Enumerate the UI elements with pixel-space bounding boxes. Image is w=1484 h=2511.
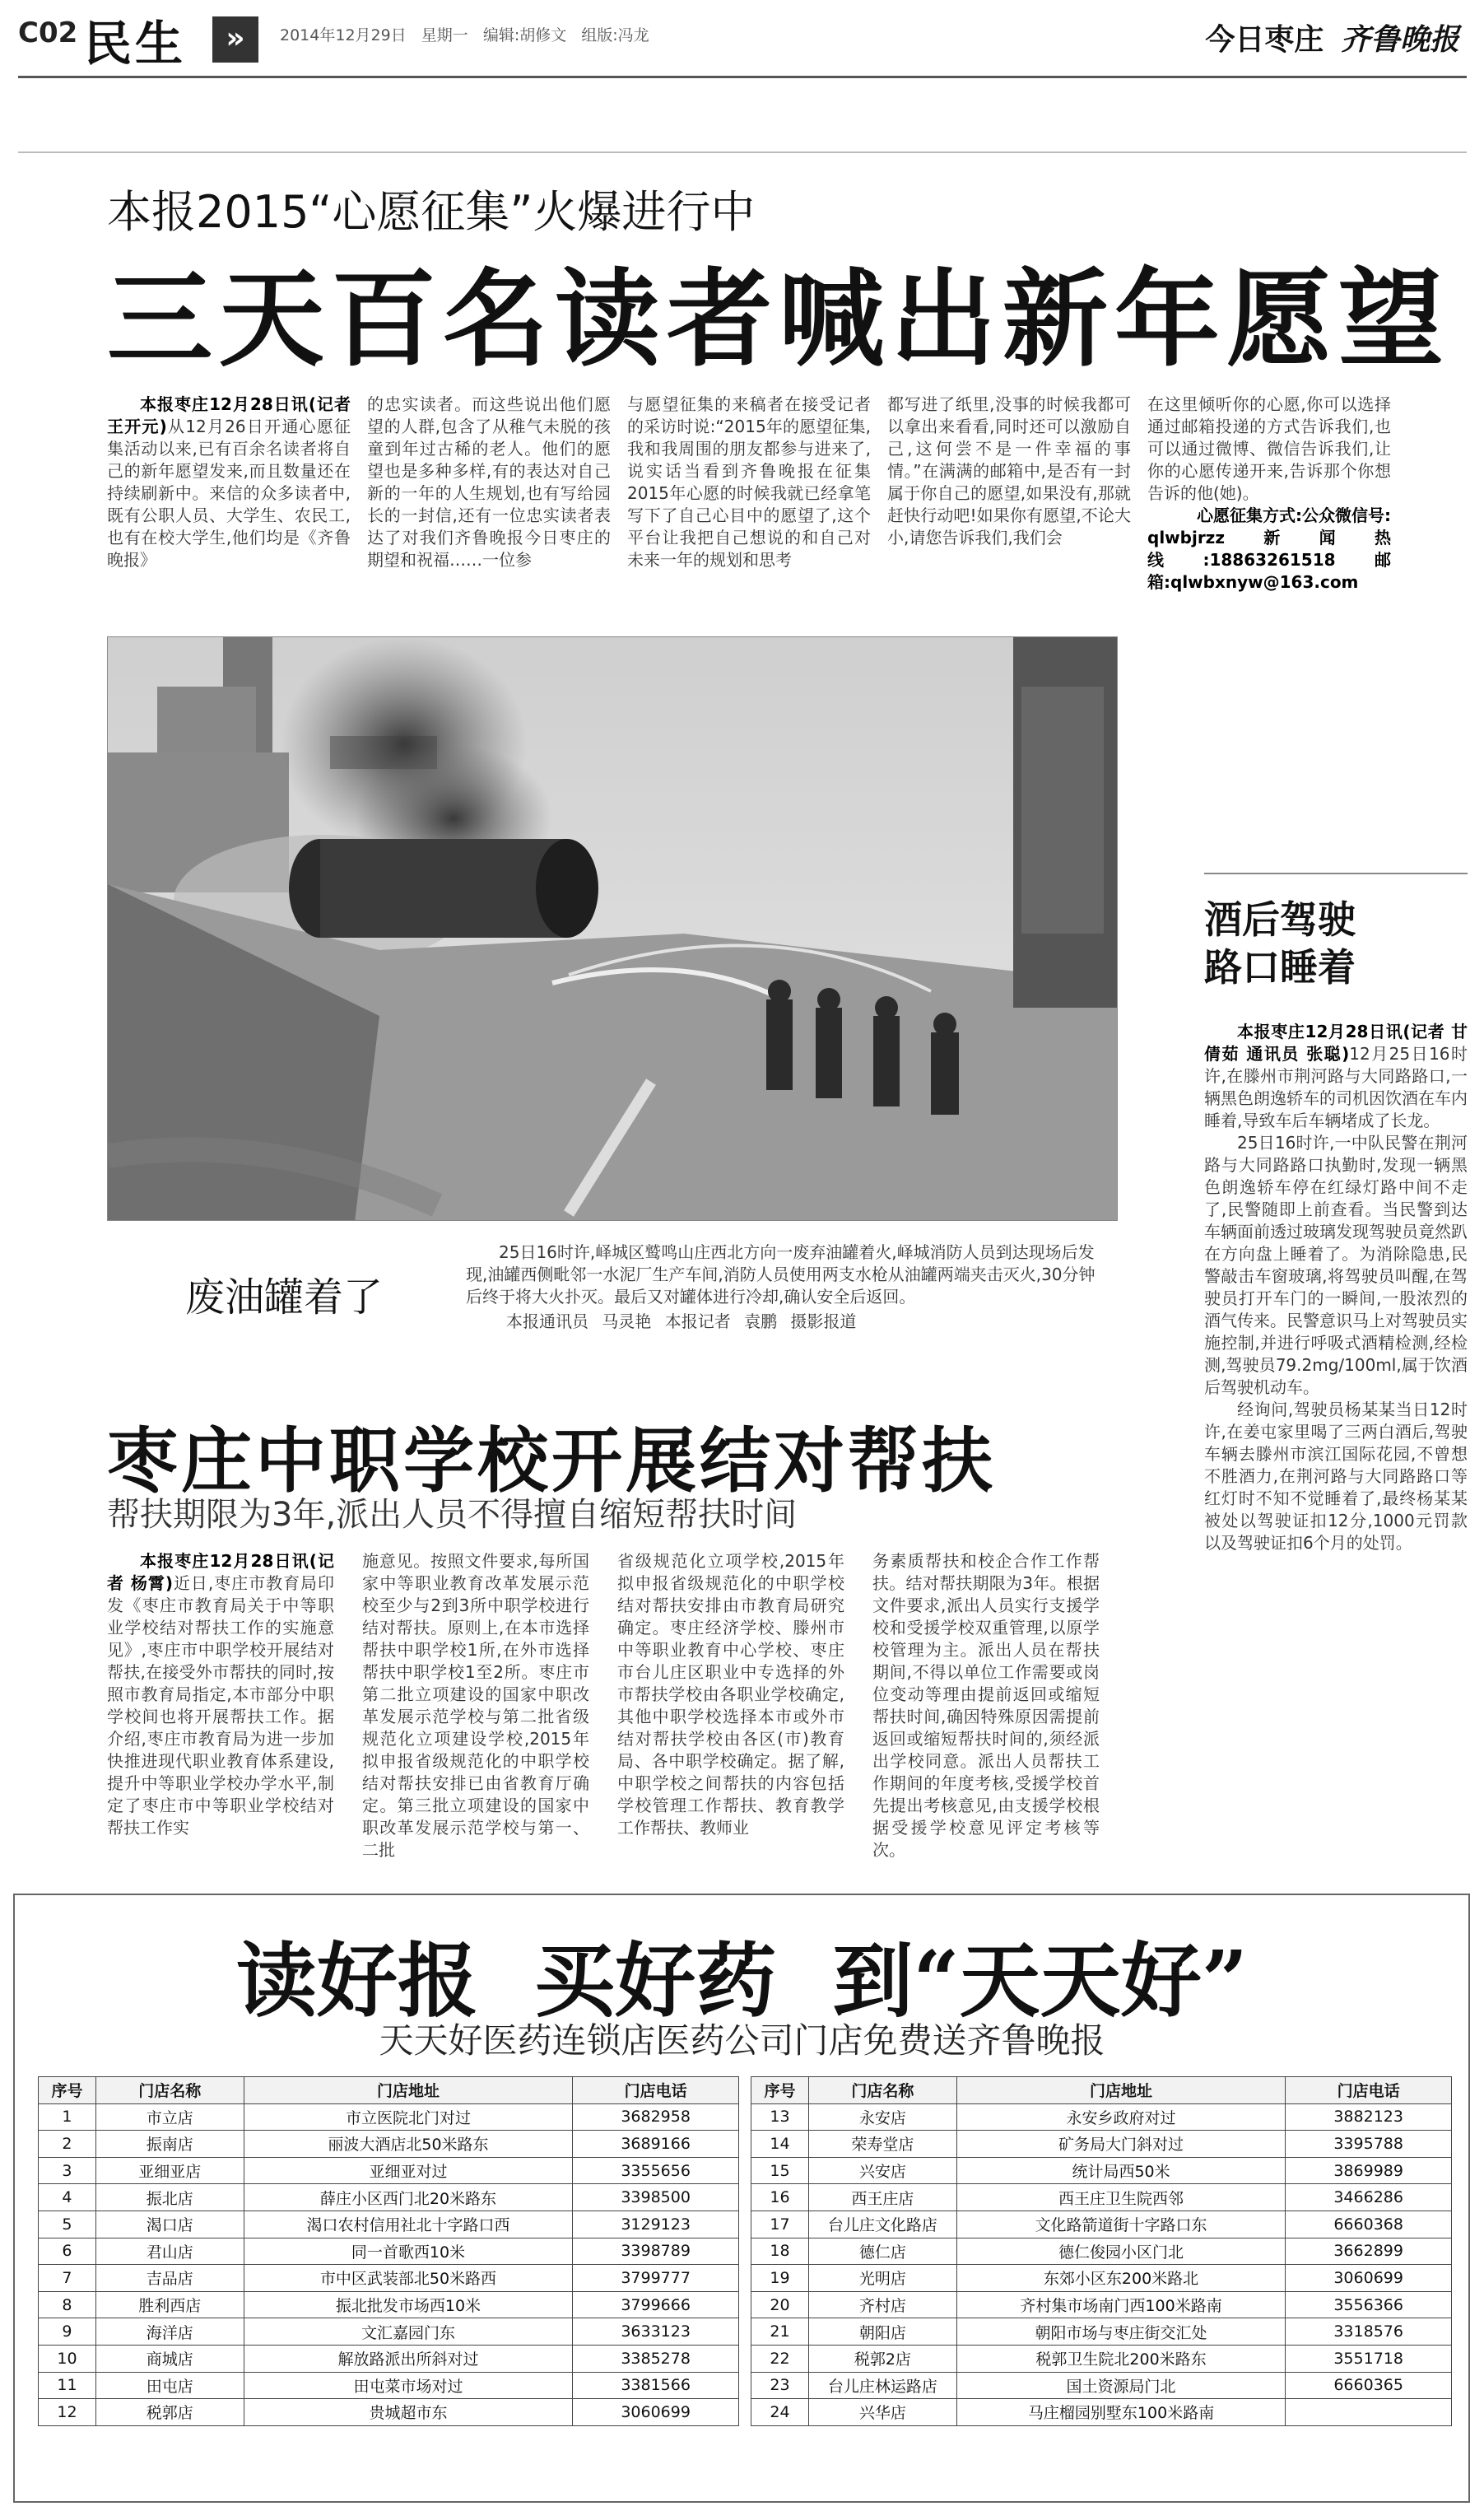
right-story-title-line1: 酒后驾驶 (1204, 897, 1356, 942)
cell-phone (1286, 2399, 1452, 2426)
section-title: 民生 (84, 16, 187, 72)
table-row (39, 2372, 739, 2399)
story1-column-5 (1147, 394, 1391, 594)
cell-store-name: 税郭2店 (808, 2345, 956, 2372)
table-header-row (39, 2077, 739, 2104)
story2-title: 枣庄中职学校开展结对帮扶 (107, 1420, 996, 1502)
table-row (39, 2131, 739, 2158)
cell-index: 5 (39, 2211, 96, 2238)
cell-address: 市立医院北门对过 (244, 2103, 573, 2131)
cell-address: 振北批发市场西10米 (244, 2291, 573, 2318)
cell-store-name: 胜利西店 (95, 2291, 244, 2318)
cell-index: 24 (751, 2399, 809, 2426)
cell-store-name: 海洋店 (95, 2318, 244, 2346)
cell-phone: 6660368 (1286, 2211, 1452, 2238)
cell-index: 8 (39, 2291, 96, 2318)
cell-store-name: 田屯店 (95, 2372, 244, 2399)
cell-address: 薛庄小区西门北20米路东 (244, 2184, 573, 2211)
cell-phone: 3662899 (1286, 2238, 1452, 2265)
header-rule (18, 76, 1467, 78)
store-table-left (38, 2076, 739, 2426)
table-row (751, 2399, 1452, 2426)
cell-phone: 3398789 (573, 2238, 739, 2265)
table-row (39, 2238, 739, 2265)
cell-index: 7 (39, 2265, 96, 2292)
story1-column-4: 都写进了纸里,没事的时候我都可以拿出来看看,同时还可以激励自己,这何尝不是一件幸福的事情。”在满满的邮箱中,是否有一封属于你自己的愿望,如果没有,那就赶快行动吧!如果你有愿望,不论大小,请您告诉我们,我们会 (887, 394, 1131, 547)
table-row (39, 2211, 739, 2238)
cell-phone: 3355656 (573, 2157, 739, 2184)
story1-column-3: 与愿望征集的来稿者在接受记者的采访时说:“2015年的愿望征集,我和我周围的朋友都参与进来了,说实话当看到齐鲁晚报在征集2015年心愿的时候我就已经拿笔写下了自己心目中的愿望了,这个平台让我把自己想说的和自己对未来一年的规划和思考 (627, 394, 871, 570)
cell-address: 德仁俊园小区门北 (956, 2238, 1286, 2265)
cell-index: 21 (751, 2318, 809, 2346)
column-header-store: 门店名称 (808, 2077, 956, 2104)
cell-store-name: 德仁店 (808, 2238, 956, 2265)
cell-store-name: 永安店 (808, 2103, 956, 2131)
story1-column-2: 的忠实读者。而这些说出他们愿望的人群,包含了从稚气未脱的孩童到年过古稀的老人。他们的愿望也是多种多样,有的表达对自己新的一年的人生规划,也有写给园长的一封信,还有一位忠实读者表达了对我们齐鲁晚报今日枣庄的期望和祝福……一位参 (367, 394, 611, 570)
cell-address: 马庄榴园别墅东100米路南 (956, 2399, 1286, 2426)
story1-contact-label: 心愿征集方式:公众微信号: (1197, 505, 1391, 525)
issue-date: 2014年12月29日 (280, 26, 407, 44)
story2-column-4: 务素质帮扶和校企合作工作帮扶。结对帮扶期限为3年。根据文件要求,派出人员实行支援学校和受援学校双重管理,以原学校管理为主。派出人员在帮扶期间,不得以单位工作需要或岗位变动等理由提前返回或缩短帮扶时间,确因特殊原因需提前返回或缩短帮扶时间的,须经派出学校同意。派出人员帮扶工作期间的年度考核,受援学校首先提出考核意见,由支援学校根据受援学校意见评定考核等次。 (872, 1551, 1100, 1860)
issue-layout-editor: 组版:冯龙 (581, 26, 649, 44)
table-row (751, 2238, 1452, 2265)
cell-address: 贵城超市东 (244, 2399, 573, 2426)
cell-phone: 3869989 (1286, 2157, 1452, 2184)
cell-phone: 3556366 (1286, 2291, 1452, 2318)
cell-address: 亚细亚对过 (244, 2157, 573, 2184)
cell-store-name: 台儿庄林运路店 (808, 2372, 956, 2399)
table-row (39, 2345, 739, 2372)
cell-phone: 3682958 (573, 2103, 739, 2131)
story1-title: 三天百名读者喊出新年愿望 (107, 259, 1451, 381)
story2-subtitle: 帮扶期限为3年,派出人员不得擅自缩短帮扶时间 (107, 1496, 798, 1534)
cell-index: 6 (39, 2238, 96, 2265)
story1-column-1 (107, 394, 351, 571)
store-table-body (751, 2103, 1452, 2425)
cell-phone: 3129123 (573, 2211, 739, 2238)
cell-store-name: 振北店 (95, 2184, 244, 2211)
store-table-body (39, 2103, 739, 2425)
cell-store-name: 朝阳店 (808, 2318, 956, 2346)
cell-address: 矿务局大门斜对过 (956, 2131, 1286, 2158)
cell-index: 18 (751, 2238, 809, 2265)
issue-weekday: 星期一 (421, 26, 468, 44)
story1-column-text: 从12月26日开通心愿征集活动以来,已有百余名读者将自己的新年愿望发来,而且数量还在持续刷新中。来信的众多读者中,既有公职人员、大学生、农民工,也有在校大学生,他们均是《齐鲁晚报》 (107, 417, 351, 570)
table-row (751, 2345, 1452, 2372)
cell-index: 12 (39, 2399, 96, 2426)
cell-address: 东郊小区东200米路北 (956, 2265, 1286, 2292)
photo-credit: 本报通讯员 马灵艳 本报记者 袁鹏 摄影报道 (506, 1311, 857, 1331)
cell-index: 15 (751, 2157, 809, 2184)
right-story-text: 12月25日16时许,在滕州市荆河路与大同路路口,一辆黑色朗逸轿车的司机因饮酒在车内睡着,导致车后车辆堵成了长龙。 (1204, 1044, 1468, 1130)
edition-name: 今日枣庄 (1205, 22, 1324, 57)
cell-address: 齐村集市场南门西100米路南 (956, 2291, 1286, 2318)
cell-store-name: 荣寿堂店 (808, 2131, 956, 2158)
header-rule-secondary (18, 151, 1467, 153)
table-row (39, 2265, 739, 2292)
cell-phone: 3633123 (573, 2318, 739, 2346)
column-header-index: 序号 (39, 2077, 96, 2104)
cell-store-name: 市立店 (95, 2103, 244, 2131)
store-table-right (751, 2076, 1452, 2426)
cell-phone: 3799666 (573, 2291, 739, 2318)
cell-index: 20 (751, 2291, 809, 2318)
cell-store-name: 渴口店 (95, 2211, 244, 2238)
cell-index: 17 (751, 2211, 809, 2238)
cell-index: 16 (751, 2184, 809, 2211)
cell-address: 朝阳市场与枣庄街交汇处 (956, 2318, 1286, 2346)
cell-address: 渴口农村信用社北十字路口西 (244, 2211, 573, 2238)
column-header-address: 门店地址 (244, 2077, 573, 2104)
issue-meta (280, 23, 649, 45)
cell-phone: 3395788 (1286, 2131, 1452, 2158)
table-header-row (751, 2077, 1452, 2104)
table-row (751, 2291, 1452, 2318)
cell-address: 田屯菜市场对过 (244, 2372, 573, 2399)
photo-caption-title: 废油罐着了 (185, 1274, 384, 1321)
cell-address: 同一首歌西10米 (244, 2238, 573, 2265)
paper-name: 齐鲁晚报 (1340, 22, 1459, 57)
cell-phone: 3551718 (1286, 2345, 1452, 2372)
cell-address: 文汇嘉园门东 (244, 2318, 573, 2346)
cell-phone: 3318576 (1286, 2318, 1452, 2346)
table-row (751, 2184, 1452, 2211)
right-story-paragraph: 25日16时许,一中队民警在荆河路与大同路路口执勤时,发现一辆黑色朗逸轿车停在红绿灯路中间不走了,民警随即上前查看。当民警到达车辆面前透过玻璃发现驾驶员竟然趴在方向盘上睡着了。为消除隐患,民警敲击车窗玻璃,将驾驶员叫醒,在驾驶员打开车门的一瞬间,一股浓烈的酒气传来。民警意识马上对驾驶员实施控制,并进行呼吸式酒精检测,经检测,驾驶员79.2mg/100ml,属于饮酒后驾驶机动车。 (1204, 1133, 1468, 1397)
cell-phone: 3799777 (573, 2265, 739, 2292)
story1-column-text: 在这里倾听你的心愿,你可以选择通过邮箱投递的方式告诉我们,也可以通过微博、微信告诉我们,让你的心愿传递开来,告诉那个你想告诉的他(她)。 (1147, 394, 1391, 503)
table-row (751, 2211, 1452, 2238)
cell-store-name: 兴华店 (808, 2399, 956, 2426)
cell-phone: 3381566 (573, 2372, 739, 2399)
right-story-body (1204, 1021, 1468, 1554)
cell-phone: 3060699 (1286, 2265, 1452, 2292)
right-story-rule (1204, 873, 1468, 874)
cell-address: 文化路箭道街十字路口东 (956, 2211, 1286, 2238)
cell-index: 11 (39, 2372, 96, 2399)
cell-index: 2 (39, 2131, 96, 2158)
table-row (751, 2131, 1452, 2158)
table-row (39, 2318, 739, 2346)
right-story-paragraph: 经询问,驾驶员杨某某当日12时许,在姜屯家里喝了三两白酒后,驾驶车辆去滕州市滨江国际花园,不曾想不胜酒力,在荆河路与大同路路口等红灯时不知不觉睡着了,最终杨某某被处以驾驶证扣12分,1000元罚款以及驾驶证扣6个月的处罚。 (1204, 1400, 1468, 1553)
cell-store-name: 光明店 (808, 2265, 956, 2292)
cell-address: 税郭卫生院北200米路东 (956, 2345, 1286, 2372)
story2-column-text: 近日,枣庄市教育局印发《枣庄市教育局关于中等职业学校结对帮扶工作的实施意见》,枣庄市中职学校开展结对帮扶,在接受外市帮扶的同时,按照市教育局指定,本市部分中职学校间也将开展帮扶工作。据介绍,枣庄市教育局为进一步加快推进现代职业教育体系建设,提升中等职业学校办学水平,制定了枣庄市中等职业学校结对帮扶工作实 (107, 1573, 335, 1838)
cell-address: 西王庄卫生院西邻 (956, 2184, 1286, 2211)
cell-store-name: 兴安店 (808, 2157, 956, 2184)
column-header-phone: 门店电话 (1286, 2077, 1452, 2104)
table-row (39, 2103, 739, 2131)
paper-masthead (1205, 16, 1459, 58)
right-story-title (1204, 896, 1468, 991)
table-row (39, 2184, 739, 2211)
story1-dateline: 本报枣庄12月28日讯(记者 王开元) (107, 394, 351, 436)
story1-subtitle: 本报2015“心愿征集”火爆进行中 (107, 186, 756, 238)
cell-store-name: 亚细亚店 (95, 2157, 244, 2184)
cell-index: 10 (39, 2345, 96, 2372)
cell-index: 4 (39, 2184, 96, 2211)
ad-subtitle: 天天好医药连锁店医药公司门店免费送齐鲁晚报 (379, 2020, 1105, 2061)
cell-phone: 3398500 (573, 2184, 739, 2211)
page-code: C02 (18, 16, 78, 49)
cell-store-name: 西王庄店 (808, 2184, 956, 2211)
table-row (39, 2399, 739, 2426)
cell-index: 19 (751, 2265, 809, 2292)
column-header-address: 门店地址 (956, 2077, 1286, 2104)
story1-contact-detail: qlwbjrzz新闻热线:18863261518邮箱:qlwbxnyw@163.com (1147, 528, 1391, 592)
table-row (751, 2265, 1452, 2292)
cell-address: 永安乡政府对过 (956, 2103, 1286, 2131)
section-arrow-icon: » (212, 16, 258, 63)
cell-phone: 6660365 (1286, 2372, 1452, 2399)
right-story-paragraph (1204, 1021, 1468, 1132)
cell-phone: 3882123 (1286, 2103, 1452, 2131)
fire-photo (107, 636, 1118, 1221)
cell-address: 国土资源局门北 (956, 2372, 1286, 2399)
cell-store-name: 振南店 (95, 2131, 244, 2158)
column-header-index: 序号 (751, 2077, 809, 2104)
cell-index: 14 (751, 2131, 809, 2158)
cell-phone: 3466286 (1286, 2184, 1452, 2211)
issue-editor: 编辑:胡修文 (482, 26, 567, 44)
cell-store-name: 君山店 (95, 2238, 244, 2265)
table-row (751, 2372, 1452, 2399)
cell-address: 解放路派出所斜对过 (244, 2345, 573, 2372)
photo-caption-text: 25日16时许,峄城区鹫鸣山庄西北方向一废弃油罐着火,峄城消防人员到达现场后发现,油罐西侧毗邻一水泥厂生产车间,消防人员使用两支水枪从油罐两端夹击灭火,30分钟后终于将大火扑灭。最后又对罐体进行冷却,确认安全后返回。 (466, 1242, 1096, 1307)
story2-column-3: 省级规范化立项学校,2015年拟申报省级规范化的中职学校结对帮扶安排由市教育局研究确定。枣庄经济学校、滕州市中等职业教育中心学校、枣庄市台儿庄区职业中专选择的外市帮扶学校由各职业学校确定,其他中职学校选择本市或外市结对帮扶学校由各区(市)教育局、各中职学校确定。据了解,中职学校之间帮扶的内容包括学校管理工作帮扶、教育教学工作帮扶、教师业 (617, 1551, 844, 1838)
right-story-dateline: 本报枣庄12月28日讯(记者 甘倩茹 通讯员 张聪) (1204, 1022, 1468, 1064)
cell-index: 22 (751, 2345, 809, 2372)
cell-index: 9 (39, 2318, 96, 2346)
cell-address: 统计局西50米 (956, 2157, 1286, 2184)
story2-column-1 (107, 1550, 334, 1839)
table-row (751, 2318, 1452, 2346)
cell-address: 市中区武装部北50米路西 (244, 2265, 573, 2292)
cell-index: 13 (751, 2103, 809, 2131)
cell-index: 23 (751, 2372, 809, 2399)
column-header-phone: 门店电话 (573, 2077, 739, 2104)
cell-index: 3 (39, 2157, 96, 2184)
cell-address: 丽波大酒店北50米路东 (244, 2131, 573, 2158)
table-row (39, 2157, 739, 2184)
right-story-title-line2: 路口睡着 (1204, 945, 1356, 990)
cell-store-name: 吉品店 (95, 2265, 244, 2292)
table-row (751, 2103, 1452, 2131)
cell-store-name: 税郭店 (95, 2399, 244, 2426)
ad-slogan: 读好报 买好药 到“天天好” (235, 1934, 1249, 2029)
cell-phone: 3385278 (573, 2345, 739, 2372)
table-row (751, 2157, 1452, 2184)
table-row (39, 2291, 739, 2318)
story2-column-2: 施意见。按照文件要求,每所国家中等职业教育改革发展示范校至少与2到3所中职学校进行结对帮扶。原则上,在本市选择帮扶中职学校1所,在外市选择帮扶中职学校1至2所。枣庄市第二批立项建设的国家中职改革发展示范学校与第二批省级规范化立项建设学校,2015年拟申报省级规范化的中职学校结对帮扶安排已由省教育厅确定。第三批立项建设的国家中职改革发展示范学校与第一、二批 (362, 1551, 589, 1860)
cell-store-name: 台儿庄文化路店 (808, 2211, 956, 2238)
cell-phone: 3689166 (573, 2131, 739, 2158)
cell-store-name: 商城店 (95, 2345, 244, 2372)
story2-dateline: 本报枣庄12月28日讯(记者 杨霄) (107, 1551, 334, 1593)
cell-index: 1 (39, 2103, 96, 2131)
column-header-store: 门店名称 (95, 2077, 244, 2104)
cell-phone: 3060699 (573, 2399, 739, 2426)
cell-store-name: 齐村店 (808, 2291, 956, 2318)
